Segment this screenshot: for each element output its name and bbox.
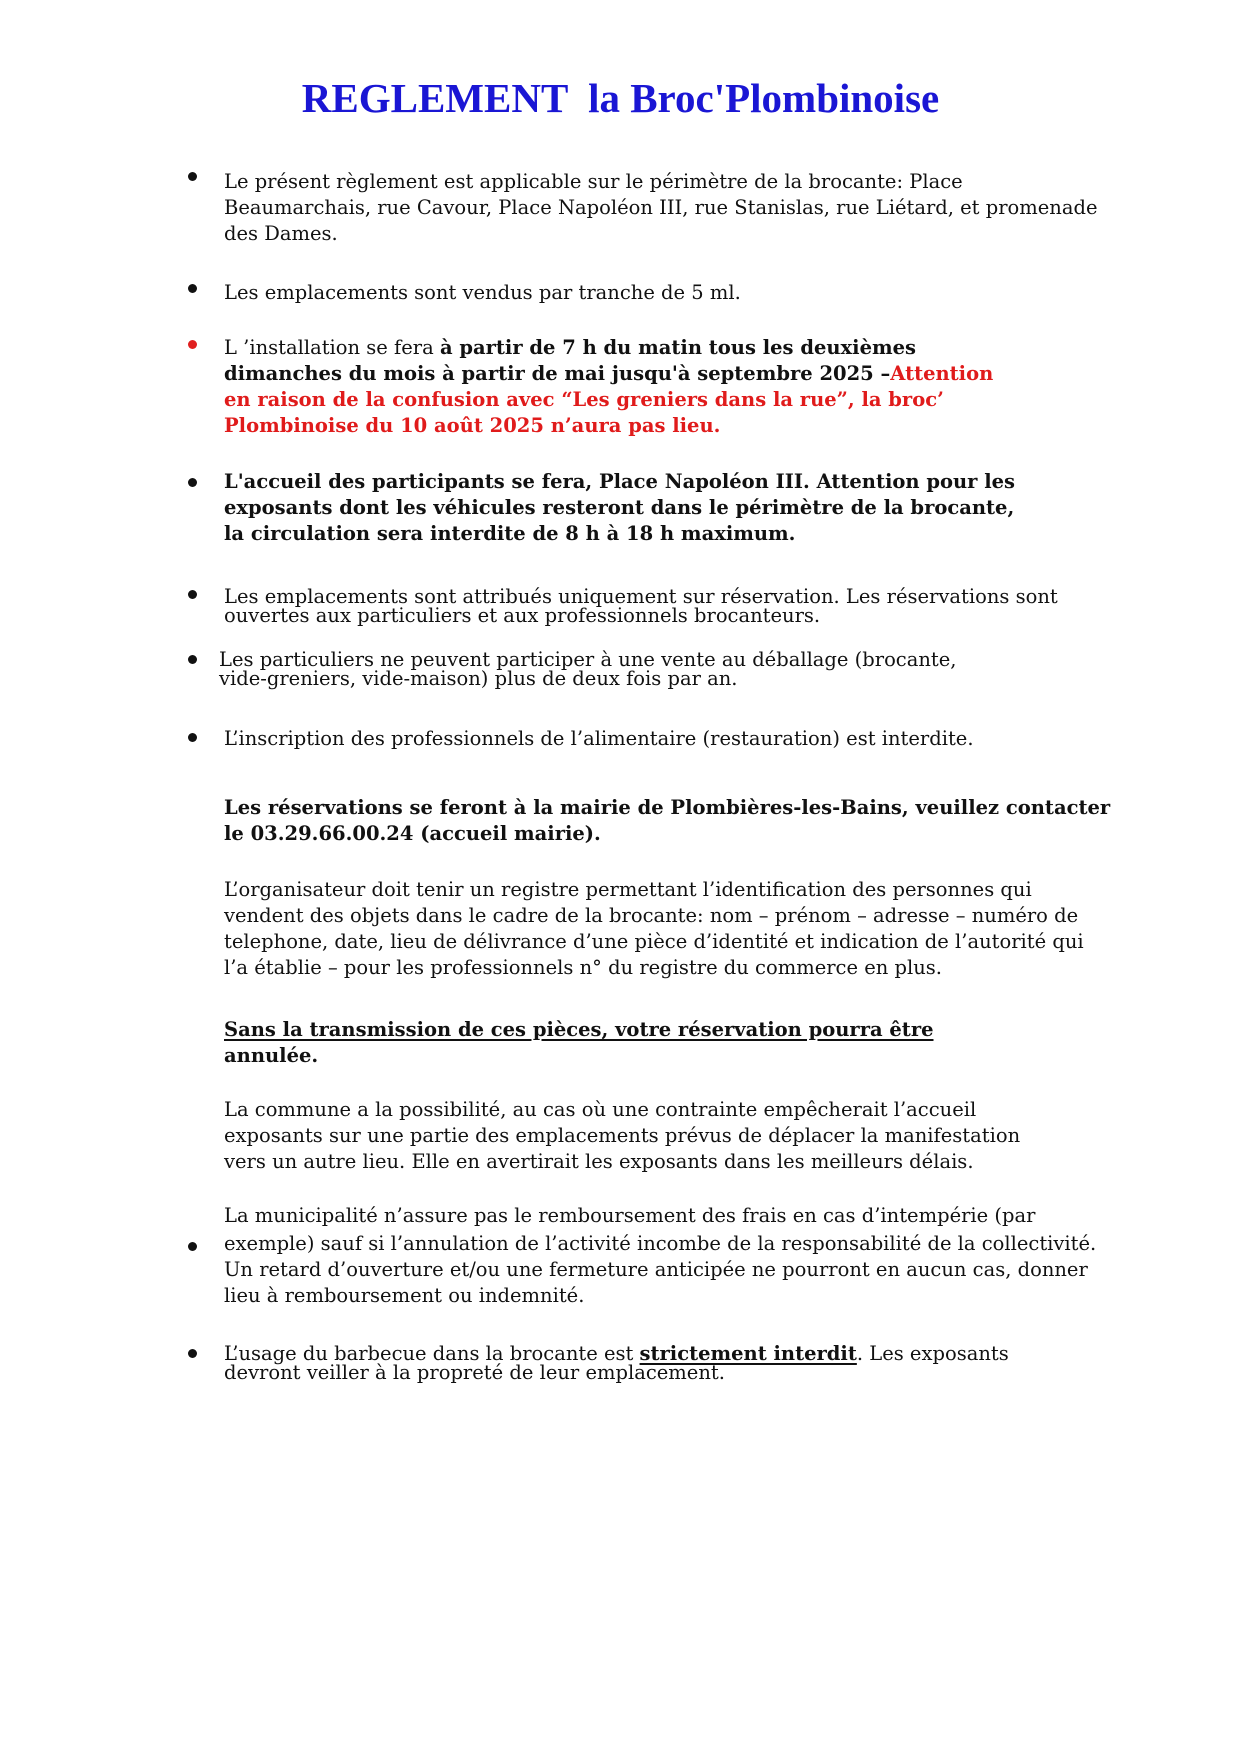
- bullet-point: [188, 172, 197, 181]
- page-title: REGLEMENT la Broc'Plombinoise: [301, 75, 940, 121]
- rule-emplacements: Les emplacements sont vendus par tranche de 5 ml.: [224, 281, 741, 304]
- barbecue-strictly-forbidden: strictement interdit: [639, 1342, 857, 1365]
- installation-prefix: L ’installation se fera: [224, 336, 440, 359]
- bullet-point: [188, 478, 197, 487]
- bullet-point: [188, 590, 197, 599]
- cancellation-warning: [224, 1017, 1104, 1069]
- rule-reservation-only: Les emplacements sont attribués uniquement sur réservation. Les réservations sont ouvertes aux particuliers et aux professionnels brocanteurs.: [224, 585, 1058, 627]
- municipality-refund: exemple) sauf si l’annulation de l’activité incombe de la responsabilité de la collectivité. Un retard d’ouverture et/ou une fermeture anticipée ne pourront en aucun cas, donner lieu à remboursement ou indemnité.: [224, 1232, 1097, 1307]
- bullet-point: [188, 1349, 197, 1358]
- bullet-point: [188, 284, 197, 293]
- rule-barbecue: [224, 1344, 1084, 1382]
- barbecue-prefix: L’usage du barbecue dans la brocante est: [224, 1342, 640, 1365]
- installation-schedule: à partir de 7 h du matin tous les deuxièmes dimanches du mois à partir de mai jusqu'à septembre 2025 –: [224, 336, 917, 385]
- municipality-refund-intro: La municipalité n’assure pas le remboursement des frais en cas d’intempérie (par: [224, 1204, 1036, 1227]
- bullet-point: [188, 655, 197, 664]
- organizer-register: L’organisateur doit tenir un registre permettant l’identification des personnes qui vendent des objets dans le cadre de la brocante: nom – prénom – adresse – numéro de telephone, date, lieu de délivrance d’une pièce d’identité et indication de l’autorité qui l’a établie – pour les professionnels n° du registre du commerce en plus.: [224, 878, 1084, 979]
- reservation-contact: Les réservations se feront à la mairie de Plombières-les-Bains, veuillez contacter le 03.29.66.00.24 (accueil mairie).: [224, 796, 1111, 845]
- rule-particuliers: Les particuliers ne peuvent participer à une vente au déballage (brocante, vide-greniers, vide-maison) plus de deux fois par an.: [219, 648, 957, 690]
- installation-warning: Attention en raison de la confusion avec “Les greniers dans la rue”, la broc’ Plombinoise du 10 août 2025 n’aura pas lieu.: [224, 362, 994, 437]
- barbecue-suffix: . Les exposants devront veiller à la propreté de leur emplacement.: [224, 1342, 1009, 1384]
- rule-perimeter: Le présent règlement est applicable sur le périmètre de la brocante: Place Beaumarchais, rue Cavour, Place Napoléon III, rue Stanislas, rue Liétard, et promenade des Dames.: [224, 170, 1098, 245]
- rule-alimentaire: L’inscription des professionnels de l’alimentaire (restauration) est interdite.: [224, 727, 974, 750]
- commune-relocation: La commune a la possibilité, au cas où une contrainte empêcherait l’accueil exposants sur une partie des emplacements prévus de déplacer la manifestation vers un autre lieu. Elle en avertirait les exposants dans les meilleurs délais.: [224, 1098, 1021, 1173]
- bullet-point-red: [188, 340, 197, 349]
- bullet-point: [188, 733, 197, 742]
- bullet-point: [188, 1242, 197, 1251]
- cancellation-warning-end: annulée.: [224, 1044, 319, 1067]
- rule-installation: [224, 335, 1024, 439]
- rule-accueil: L'accueil des participants se fera, Place Napoléon III. Attention pour les exposants dont les véhicules resteront dans le périmètre de la brocante, la circulation sera interdite de 8 h à 18 h maximum.: [224, 470, 1016, 545]
- cancellation-warning-underlined: Sans la transmission de ces pièces, votre réservation pourra être: [224, 1018, 934, 1041]
